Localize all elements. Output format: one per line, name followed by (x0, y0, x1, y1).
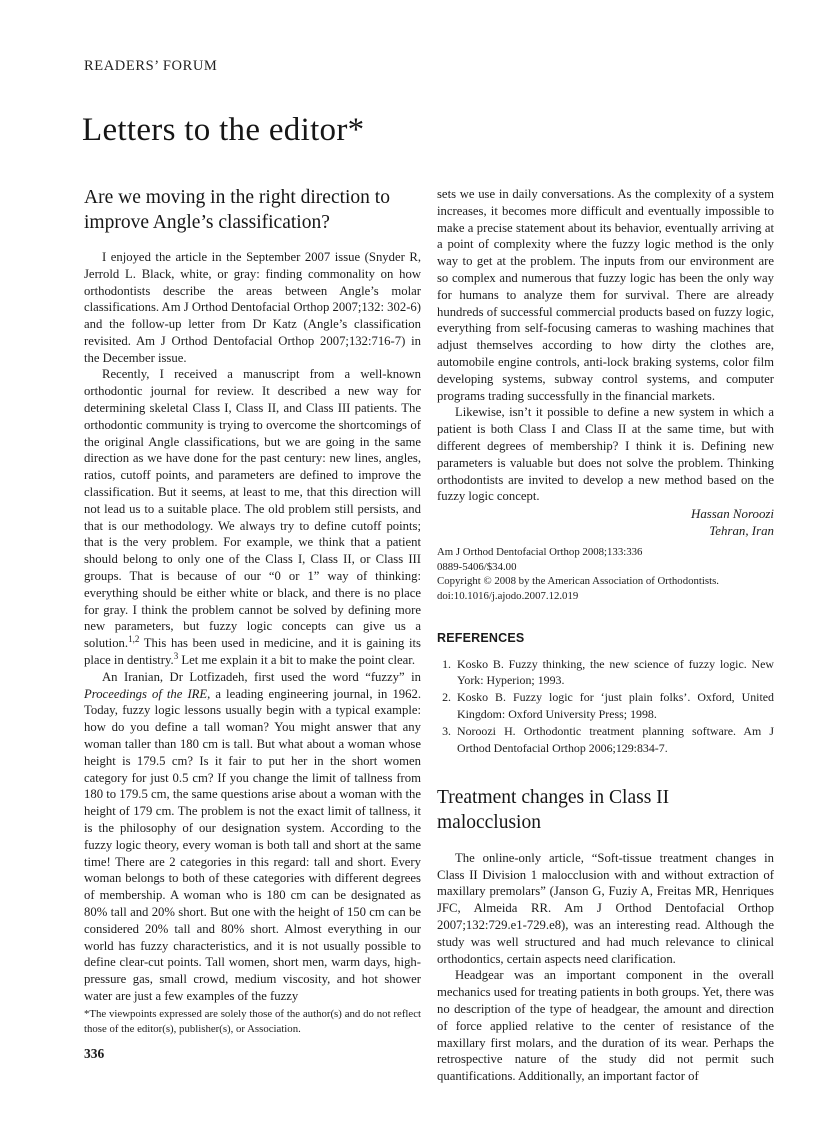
citation-block (437, 545, 774, 603)
author-signature (437, 506, 774, 540)
reference-item: 3. Noroozi H. Orthodontic treatment planning software. Am J Orthod Dentofacial Orthop 2006;129:834-7. (454, 723, 774, 756)
paragraph: sets we use in daily conversations. As the complexity of a system increases, it becomes more difficult and eventually impossible to make a precise statement about its behavior, eventually arriving at a point of complexity where the fuzzy logic method is the only way to get at the problem. The inputs from our environment are so complex and numerous that fuzzy logic has been the only way for humans to analyze them for survival. There are already hundreds of successful commercial products based on fuzzy logic, everything from self-focusing cameras to washing machines that adjust themselves according to how dirty the clothes are, automobile engine controls, anti-lock braking systems, color film developing systems, subway control systems, and computer programs trading successfully in the financial markets. (437, 187, 774, 403)
paragraph: Likewise, isn’t it possible to define a new system in which a patient is both Class I and Class II at the same time, but with different degrees of membership? I think it is. Defining new parameters is valuable but does not solve the problem. Thinking orthodontists are invited to develop a new method based on the fuzzy logic concept. (437, 405, 774, 504)
paragraph: An Iranian, Dr Lotfizadeh, first used the word “fuzzy” in Proceedings of the IRE, a leading engineering journal, in 1962. Today, fuzzy logic lessons usually begin with a typical example: how do you define a tall woman? You might answer that any woman taller than 180 cm is tall. But what about a woman whose height is 179.5 cm? Is it fair to put her in the short women category for just 0.5 cm? If you change the limit of tallness from 180 to 179.5 cm, the same questions arise about a woman with the height of 179 cm. The problem is not the exact limit of tallness, it is the philosophy of our designation system. According to the fuzzy logic theory, every woman is both tall and short at the same time! There are 2 categories in this regard: tall and short. Every woman belongs to both of these categories with different degrees of membership. A woman who is 180 cm can be designated as 80% tall and 20% short. But one with the height of 150 cm can be considered 20% tall and 80% short. Almost everything in our world has fuzzy characteristics, and it is not usually possible to define clear-cut points. Tall women, short men, warm days, high-pressure gas, small crowd, medium viscosity, and hot shower water are just a few examples of the fuzzy (84, 669, 421, 1003)
letter1-right-text (437, 186, 774, 505)
citation-line: Am J Orthod Dentofacial Orthop 2008;133:336 (437, 546, 643, 559)
references-list (437, 656, 774, 756)
signature-line: Hassan Noroozi (691, 507, 774, 522)
citation-line: doi:10.1016/j.ajodo.2007.12.019 (437, 589, 579, 602)
letter1-left-text (84, 249, 421, 1005)
paragraph: I enjoyed the article in the September 2007 issue (Snyder R, Jerrold L. Black, white, or gray: finding commonality on how orthodontists describe the areas between Angle’s molar classifications. Am J Orthod Dentofacial Orthop 2007;132: 302-6) and the follow-up letter from Dr Katz (Angle’s classification revisited. Am J Orthod Dentofacial Orthop 2007;132:716-7) in the December issue. (84, 249, 421, 365)
letter1-heading: Are we moving in the right direction to improve Angle’s classification? (84, 187, 390, 233)
reference-item: 2. Kosko B. Fuzzy logic for ‘just plain folks’. Oxford, United Kingdom: Oxford University Press; 1998. (454, 689, 774, 722)
citation-line: Copyright © 2008 by the American Association of Orthodontists. (437, 575, 719, 588)
paragraph: Headgear was an important component in the overall mechanics used for treating patients in both groups. Yet, there was no description of the type of headgear, the amount and direction of force applied relative to the center of resistance of the maxillary first molars, and the duration of its wear. Perhaps the retrospective nature of the study did not permit such quantifications. Additionally, an important factor of (437, 968, 774, 1084)
paragraph: Recently, I received a manuscript from a well-known orthodontic journal for review. It described a new way for determining skeletal Class I, Class II, and Class III patients. The orthodontic community is trying to overcome the shortcomings of the original Angle classifications, but we are going in the same direction as we have done for the past century: new lines, angles, ratios, cutoff points, and parameters are defined to improve the classification. But it seems, at least to me, that this direction will not lead us to a suitable place. The old problem still persists, and that is our methodology. We always try to define cutoff points; that is the very problem. For example, we think that a patient should belong to only one of the Class I, Class II, or Class III groups. That is because of our “0 or 1” way of thinking: everything should be either white or black, and there is no place for gray. I think the problem cannot be solved by defining more new parameters, but fuzzy logic concepts can give us a solution.$^{1,2}$ This has been used in medicine, and it is gaining its place in dentistry.$^3$ Let me explain it a bit to make the point clear. (84, 367, 421, 668)
citation-line: 0889-5406/$34.00 (437, 560, 517, 573)
right-column (437, 186, 774, 1085)
section-kicker: READERS’ FORUM (84, 58, 218, 74)
letter2-heading: Treatment changes in Class II malocclusion (437, 786, 670, 833)
left-column (84, 186, 421, 1085)
page-title: Letters to the editor* (82, 112, 365, 148)
two-column-body (84, 186, 774, 1085)
paragraph: The online-only article, “Soft-tissue treatment changes in Class II Division 1 malocclusion with and without extraction of maxillary premolars” (Janson G, Fuziy A, Freitas MR, Henriques JFC, Almeida RR. Am J Orthod Dentofacial Orthop 2007;132:729.e1-729.e8), was an interesting read. Although the study was well structured and had much relevance to clinical orthodontics, certain aspects need clarification. (437, 850, 774, 966)
page-number: 336 (84, 1046, 105, 1061)
letter2-text (437, 850, 774, 1085)
viewpoints-footnote: *The viewpoints expressed are solely those of the author(s) and do not reflect those of the editor(s), publisher(s), or Association. (84, 1008, 421, 1035)
signature-line: Tehran, Iran (709, 524, 774, 539)
references-heading: REFERENCES (437, 630, 525, 645)
reference-item: 1. Kosko B. Fuzzy thinking, the new science of fuzzy logic. New York: Hyperion; 1993. (454, 656, 774, 689)
